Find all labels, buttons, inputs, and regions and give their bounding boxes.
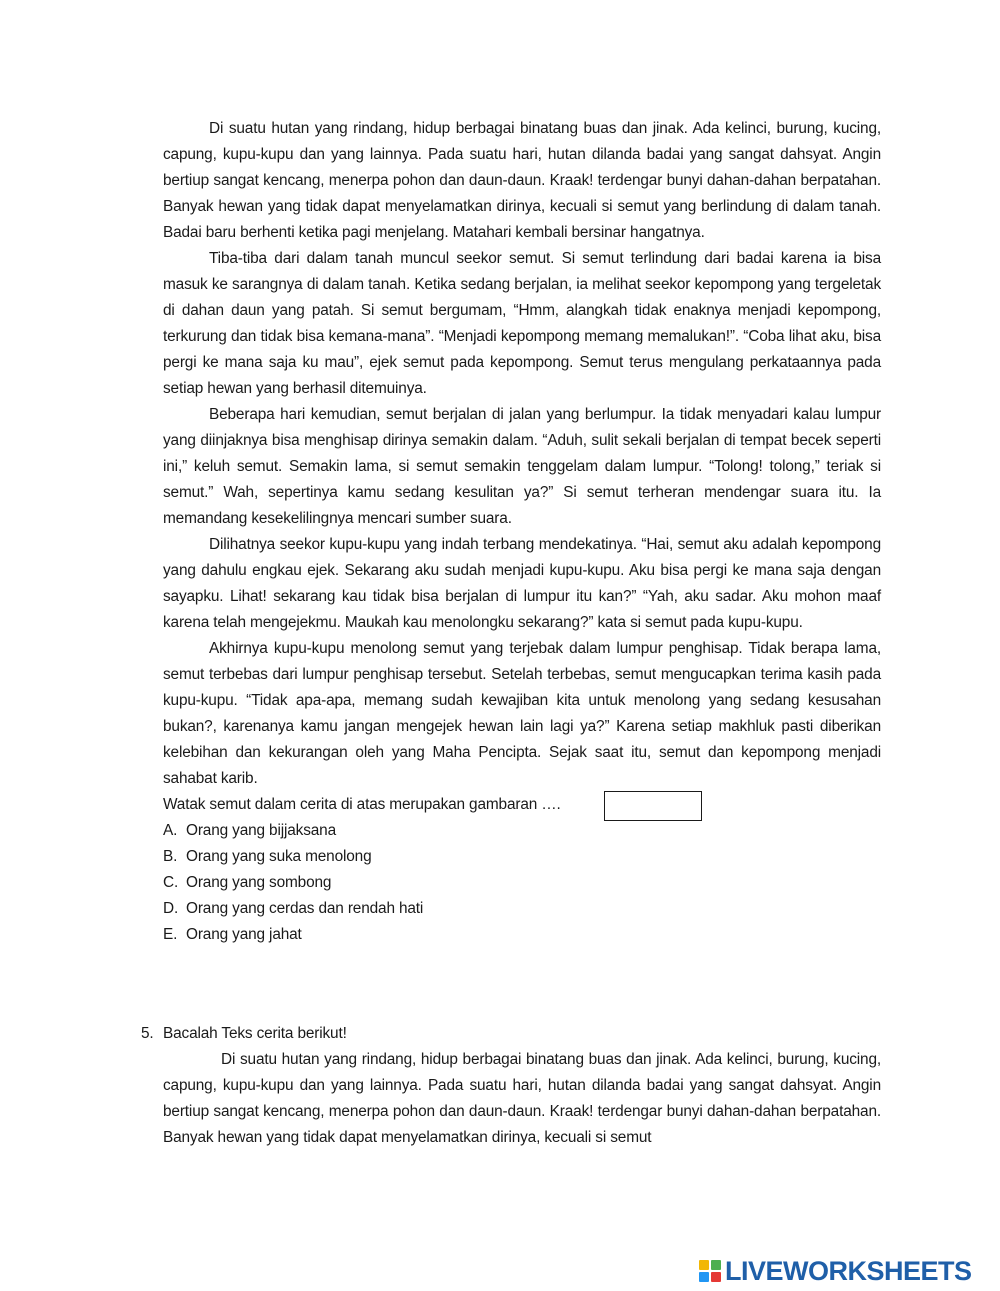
answer-input-box[interactable] xyxy=(604,791,702,821)
story-paragraph-3: Beberapa hari kemudian, semut berjalan di jalan yang berlumpur. Ia tidak menyadari kalau lumpur yang diinjaknya bisa menghisap dirinya semakin dalam. “Aduh, sulit sekali berjalan di tempat becek seperti ini,” keluh semut. Semakin lama, si semut semakin tenggelam dalam lumpur. “Tolong! tolong,” teriak si semut.” Wah, sepertinya kamu sedang kesulitan ya?” Si semut terheran mendengar suara itu. Ia memandang kesekelilingnya mencari sumber suara. xyxy=(163,406,881,527)
option-text: Orang yang cerdas dan rendah hati xyxy=(186,900,424,917)
logo-block xyxy=(711,1260,721,1270)
question-5-heading xyxy=(141,1021,881,1047)
option-c[interactable] xyxy=(163,870,881,896)
story-paragraph-4: Dilihatnya seekor kupu-kupu yang indah terbang mendekatinya. “Hai, semut aku adalah kepompong yang dahulu engkau ejek. Sekarang aku sudah menjadi kupu-kupu. Aku bisa pergi ke mana saja dengan sayapku. Lihat! sekarang kau tidak bisa berjalan di lumpur itu kan?” “Yah, aku sadar. Aku mohon maaf karena telah mengejekmu. Maukah kau menolongku sekarang?” kata si semut pada kupu-kupu. xyxy=(163,536,881,631)
option-letter: C. xyxy=(163,874,179,891)
story-paragraph-1: Di suatu hutan yang rindang, hidup berbagai binatang buas dan jinak. Ada kelinci, burung, kucing, capung, kupu-kupu dan yang lainnya. Pada suatu hari, hutan dilanda badai yang sangat dahsyat. Angin bertiup sangat kencang, menerpa pohon dan daun-daun. Kraak! terdengar bunyi dahan-dahan berpatahan. Banyak hewan yang tidak dapat menyelamatkan dirinya, kecuali si semut yang berlindung di dalam tanah. Badai baru berhenti ketika pagi menjelang. Matahari kembali bersinar hangatnya. xyxy=(163,120,881,241)
liveworksheets-logo xyxy=(699,1257,972,1285)
question-5 xyxy=(141,1021,881,1151)
option-letter: A. xyxy=(163,822,178,839)
option-e[interactable] xyxy=(163,922,881,948)
option-text: Orang yang bijjaksana xyxy=(186,822,336,839)
question-5-prompt: Bacalah Teks cerita berikut! xyxy=(163,1025,347,1042)
question-5-paragraph: Di suatu hutan yang rindang, hidup berbagai binatang buas dan jinak. Ada kelinci, burung, kucing, capung, kupu-kupu dan yang lainnya. Pada suatu hari, hutan dilanda badai yang sangat dahsyat. Angin bertiup sangat kencang, menerpa pohon dan daun-daun. Kraak! terdengar bunyi dahan-dahan berpatahan. Banyak hewan yang tidak dapat menyelamatkan dirinya, kecuali si semut xyxy=(163,1051,881,1146)
option-text: Orang yang suka menolong xyxy=(186,848,372,865)
question-number: 5. xyxy=(141,1025,154,1042)
option-text: Orang yang sombong xyxy=(186,874,332,891)
logo-block xyxy=(699,1260,709,1270)
worksheet-page xyxy=(163,116,881,948)
answer-options xyxy=(163,818,881,948)
story-paragraph-2: Tiba-tiba dari dalam tanah muncul seekor semut. Si semut terlindung dari badai karena ia bisa masuk ke sarangnya di dalam tanah. Ketika sedang berjalan, ia melihat seekor kepompong yang tergeletak di dahan daun yang patah. Si semut bergumam, “Hmm, alangkah tidak enaknya menjadi kepompong, terkurung dan tidak bisa kemana-mana”. “Menjadi kepompong memang memalukan!”. “Coba lihat aku, bisa pergi ke mana saja ku mau”, ejek semut pada kepompong. Semut terus mengulang perkataannya pada setiap hewan yang berhasil ditemuinya. xyxy=(163,250,881,397)
option-d[interactable] xyxy=(163,896,881,922)
question-4-prompt: Watak semut dalam cerita di atas merupakan gambaran …. xyxy=(163,796,561,813)
option-text: Orang yang jahat xyxy=(186,926,302,943)
option-letter: B. xyxy=(163,848,178,865)
option-b[interactable] xyxy=(163,844,881,870)
logo-block xyxy=(711,1272,721,1282)
option-a[interactable] xyxy=(163,818,881,844)
story-paragraph-5: Akhirnya kupu-kupu menolong semut yang terjebak dalam lumpur penghisap. Tidak berapa lama, semut terbebas dari lumpur penghisap tersebut. Setelah terbebas, semut mengucapkan terima kasih pada kupu-kupu. “Tidak apa-apa, memang sudah kewajiban kita untuk menolong yang sedang kesusahan bukan?, karenanya kamu jangan mengejek hewan lain lagi ya?” Karena setiap makhluk pasti diberikan kelebihan dan kekurangan oleh yang Maha Pencipta. Sejak saat itu, semut dan kepompong menjadi sahabat karib. xyxy=(163,640,881,787)
question-4 xyxy=(163,792,881,818)
logo-blocks-icon xyxy=(699,1260,721,1282)
option-letter: D. xyxy=(163,900,179,917)
option-letter: E. xyxy=(163,926,178,943)
logo-block xyxy=(699,1272,709,1282)
logo-text: LIVEWORKSHEETS xyxy=(725,1255,972,1286)
